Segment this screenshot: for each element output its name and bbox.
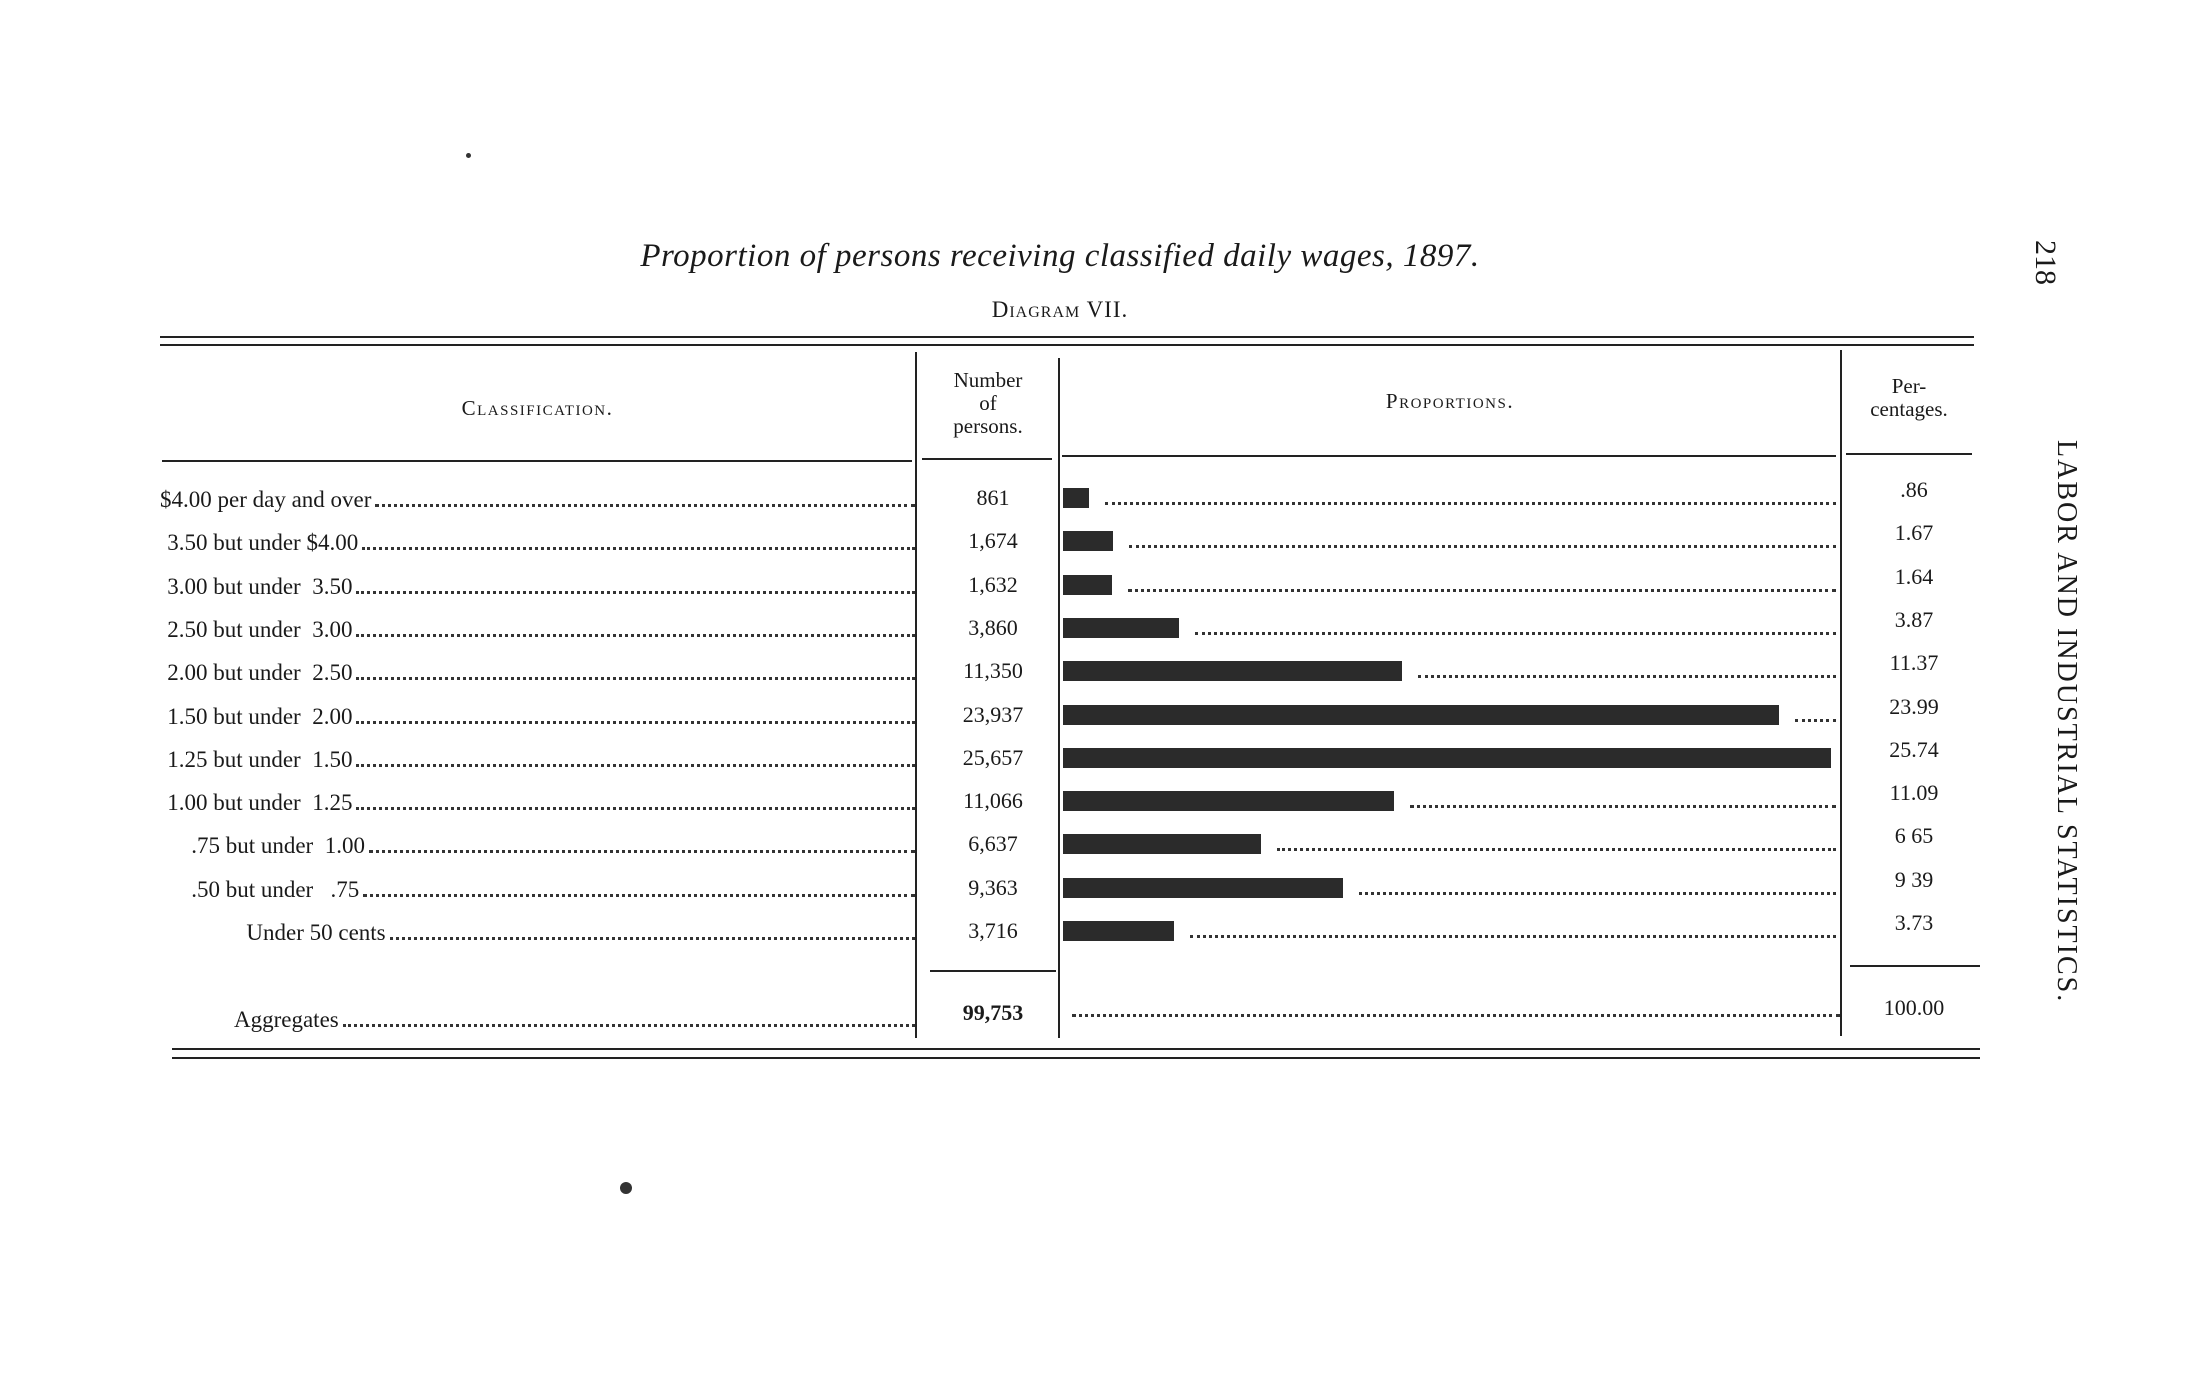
bar	[1063, 488, 1089, 508]
row-percentage: 25.74	[1889, 737, 1939, 762]
row-number: 6,637	[968, 831, 1018, 856]
column-divider	[915, 352, 917, 1038]
row-number: 9,363	[968, 875, 1018, 900]
top-rule	[160, 336, 1974, 338]
print-speck	[620, 1182, 632, 1194]
row-number: 1,632	[968, 572, 1018, 597]
row-percentage: .86	[1900, 477, 1928, 502]
bar	[1063, 618, 1179, 638]
row-classification: Under 50 cents	[246, 915, 915, 951]
bar-leader	[1795, 719, 1836, 722]
bar	[1063, 878, 1343, 898]
print-speck	[466, 153, 471, 158]
row-percentage: 1.67	[1894, 520, 1934, 545]
row-classification: 2.50 but under 3.00	[167, 612, 915, 648]
bar	[1063, 661, 1402, 681]
row-percentage: 23.99	[1889, 694, 1939, 719]
row-percentage: 3.73	[1894, 910, 1934, 935]
bar-leader	[1418, 675, 1836, 678]
header-underline	[1846, 453, 1972, 455]
row-number: 3,860	[968, 615, 1018, 640]
aggregates-rule	[1850, 965, 1980, 967]
row-classification: 1.25 but under 1.50	[167, 742, 915, 778]
header-number: Number of persons.	[953, 368, 1023, 438]
header-classification: Classification.	[461, 396, 614, 420]
row-percentage: 11.09	[1889, 780, 1939, 805]
bar-leader	[1195, 632, 1836, 635]
row-number: 23,937	[962, 702, 1024, 727]
bar-leader	[1105, 502, 1836, 505]
bottom-rule	[172, 1048, 1980, 1050]
bar-leader	[1410, 805, 1836, 808]
bar	[1063, 748, 1831, 768]
aggregates-leader	[1072, 1014, 1840, 1017]
chart-title: Proportion of persons receiving classified daily wages, 1897.	[640, 238, 1480, 274]
bottom-rule-2	[172, 1057, 1980, 1059]
row-percentage: 3.87	[1894, 607, 1934, 632]
row-classification: 1.00 but under 1.25	[167, 785, 915, 821]
aggregates-label: Aggregates	[234, 1002, 915, 1038]
row-number: 861	[976, 485, 1010, 510]
page-number: 218	[2029, 240, 2062, 285]
row-classification: 3.00 but under 3.50	[167, 569, 915, 605]
aggregates-rule	[930, 970, 1056, 972]
row-percentage: 9 39	[1894, 867, 1934, 892]
aggregates-number: 99,753	[962, 1000, 1024, 1025]
row-classification: $4.00 per day and over	[160, 482, 915, 518]
row-number: 1,674	[968, 528, 1018, 553]
row-classification: 3.50 but under $4.00	[167, 525, 915, 561]
row-percentage: 6 65	[1894, 823, 1934, 848]
bar	[1063, 791, 1394, 811]
row-number: 3,716	[968, 918, 1018, 943]
bar-leader	[1128, 589, 1836, 592]
bar-leader	[1129, 545, 1836, 548]
column-divider	[1840, 350, 1842, 1036]
header-underline	[162, 460, 912, 462]
header-underline	[1062, 455, 1836, 457]
row-classification: .50 but under .75	[191, 872, 915, 908]
bar	[1063, 921, 1174, 941]
header-proportions: Proportions.	[1385, 389, 1515, 413]
row-number: 25,657	[962, 745, 1024, 770]
bar-leader	[1359, 892, 1836, 895]
row-classification: 1.50 but under 2.00	[167, 699, 915, 735]
header-percentages: Per- centages.	[1870, 374, 1948, 421]
aggregates-percentage: 100.00	[1883, 995, 1945, 1020]
row-number: 11,066	[963, 788, 1023, 813]
bar	[1063, 531, 1113, 551]
bar-leader	[1277, 848, 1836, 851]
chart-subtitle: Diagram VII.	[991, 297, 1129, 322]
row-percentage: 11.37	[1889, 650, 1939, 675]
bar	[1063, 705, 1779, 725]
bar-leader	[1190, 935, 1836, 938]
running-title: LABOR AND INDUSTRIAL STATISTICS.	[2051, 440, 2082, 1004]
top-rule-2	[160, 344, 1974, 346]
bar	[1063, 834, 1261, 854]
row-classification: .75 but under 1.00	[191, 828, 915, 864]
header-underline	[922, 458, 1052, 460]
row-percentage: 1.64	[1894, 564, 1934, 589]
row-classification: 2.00 but under 2.50	[167, 655, 915, 691]
row-number: 11,350	[963, 658, 1023, 683]
bar	[1063, 575, 1112, 595]
